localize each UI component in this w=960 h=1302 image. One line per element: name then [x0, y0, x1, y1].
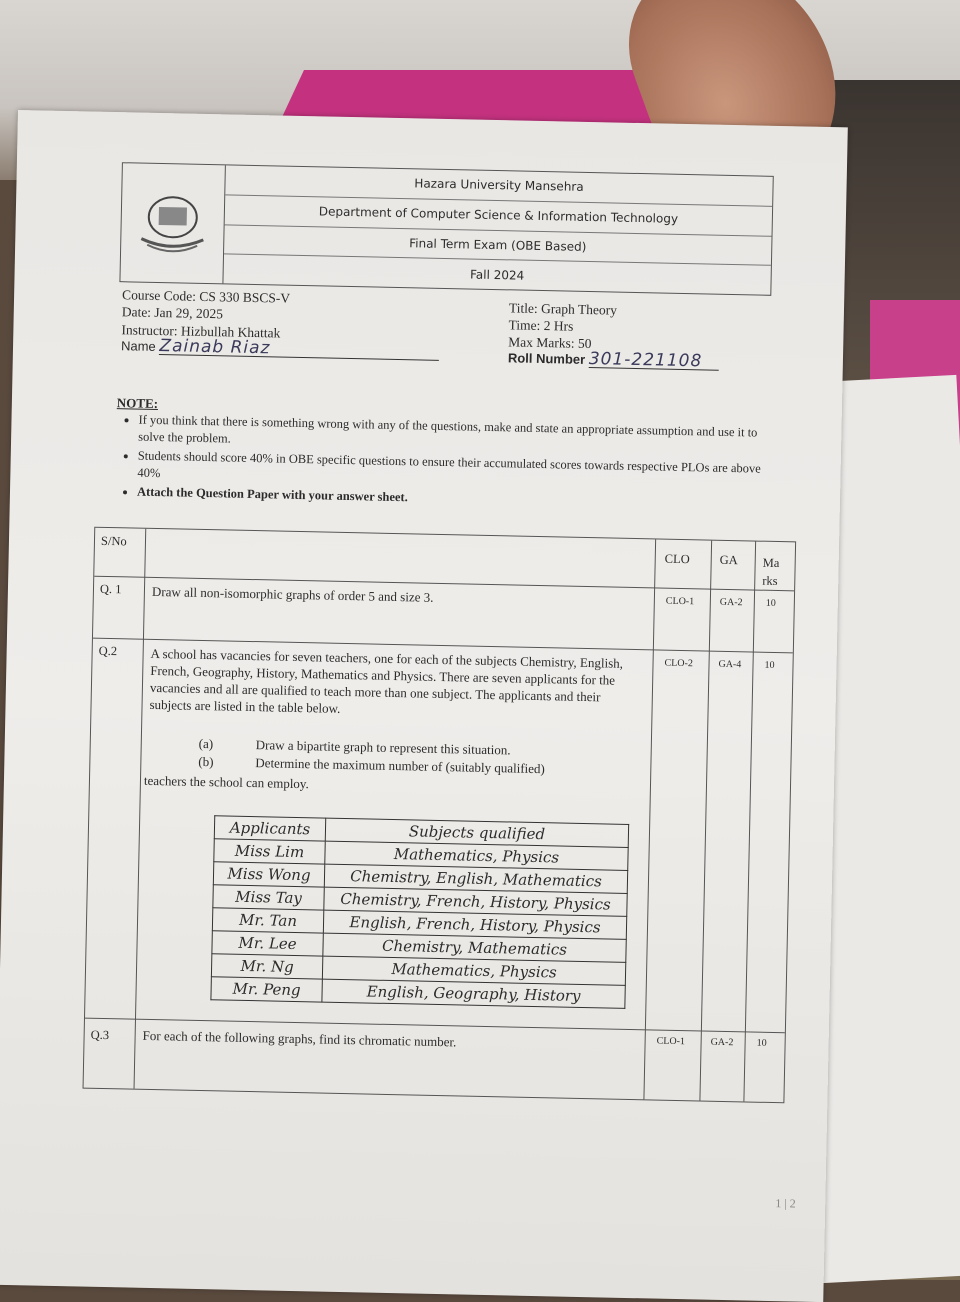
applicants-table	[210, 815, 629, 1009]
roll-number-row	[508, 350, 719, 370]
q2-a-text: Draw a bipartite graph to represent this situation.	[255, 737, 511, 758]
applicants-header: Applicants	[214, 816, 325, 841]
exam-title: Final Term Exam (OBE Based)	[224, 225, 772, 266]
applicant-subjects: Chemistry, English, Mathematics	[324, 864, 627, 893]
subjects-header: Subjects qualified	[325, 818, 628, 847]
exam-time: Time: 2 Hrs	[508, 317, 574, 334]
q1-ga: GA-2	[719, 596, 743, 609]
instructor: Instructor: Hizbullah Khattak	[121, 322, 281, 341]
q2-marks: 10	[764, 659, 775, 671]
term: Fall 2024	[469, 267, 525, 283]
applicant-name: Mr. Ng	[211, 954, 322, 979]
q2-tail: teachers the school can employ.	[143, 772, 309, 792]
applicant-name: Mr. Peng	[211, 977, 322, 1002]
note-item: • Attach the Question Paper with your answer sheet.	[137, 484, 775, 514]
q3-text: For each of the following graphs, find its chromatic number.	[142, 1027, 457, 1050]
course-code: Course Code: CS 330 BSCS-V	[121, 287, 291, 306]
q1-marks: 10	[765, 597, 776, 609]
questions-table	[83, 527, 797, 1104]
max-marks: Max Marks: 50	[508, 334, 592, 352]
q2-text: A school has vacancies for seven teachers, one for each of the subjects Chemistry, English, French, Geography, History, Mathematics and Physics. There are seven applicants for the vacancies and all are qualified to teach more than one subject. The applicants and their subjects are listed in the table below.	[149, 645, 624, 716]
roll-label: Roll Number	[507, 350, 586, 367]
header-ga: GA	[719, 552, 738, 568]
student-name: Zainab Riaz	[159, 339, 439, 361]
exam-paper	[0, 110, 848, 1302]
header-table	[119, 162, 773, 296]
roll-number: 301-221108	[589, 352, 719, 371]
note-item: • Students should score 40% in OBE specific questions to ensure their accumulated scores towards respective PLOs are above 40%	[137, 448, 776, 495]
q1-text: Draw all non-isomorphic graphs of order 5 and size 3.	[151, 583, 434, 605]
student-name-row	[121, 338, 440, 361]
header-clo: CLO	[664, 551, 690, 567]
q2-b-label: (b)	[198, 753, 214, 770]
header-marks: Ma rks	[762, 555, 780, 589]
university-logo-icon	[120, 163, 225, 283]
applicant-subjects: Chemistry, Mathematics	[323, 933, 626, 962]
name-label: Name	[120, 338, 156, 354]
exam-date: Date: Jan 29, 2025	[121, 304, 224, 322]
q2-clo: CLO-2	[664, 657, 694, 670]
applicant-name: Miss Wong	[213, 862, 324, 887]
page-number: 1 | 2	[775, 1196, 796, 1211]
q1-number: Q. 1	[99, 581, 122, 597]
q3-marks: 10	[756, 1037, 767, 1049]
q3-ga: GA-2	[710, 1036, 734, 1049]
applicant-name: Mr. Lee	[212, 931, 323, 956]
note-section	[115, 394, 777, 516]
q3-clo: CLO-1	[656, 1035, 686, 1048]
q2-a-label: (a)	[198, 735, 214, 752]
applicant-subjects: Chemistry, French, History, Physics	[324, 887, 627, 916]
university-name: Hazara University Mansehra	[225, 165, 773, 206]
applicant-subjects: Mathematics, Physics	[322, 956, 625, 985]
applicant-name: Mr. Tan	[212, 908, 323, 933]
q1-clo: CLO-1	[665, 595, 695, 608]
note-title: NOTE:	[116, 395, 159, 411]
q2-ga: GA-4	[718, 658, 742, 671]
applicant-subjects: English, French, History, Physics	[323, 910, 626, 939]
course-title: Title: Graph Theory	[508, 300, 618, 318]
applicant-subjects: English, Geography, History	[322, 979, 625, 1008]
applicant-subjects: Mathematics, Physics	[325, 841, 628, 870]
note-item: • If you think that there is something wrong with any of the questions, make and state an appropriate assumption and use it to solve the problem.	[138, 412, 777, 459]
header-sno: S/No	[100, 533, 127, 549]
q2-b-text: Determine the maximum number of (suitably qualified)	[255, 755, 546, 777]
applicant-name: Miss Tay	[213, 885, 324, 910]
applicant-name: Miss Lim	[214, 839, 325, 864]
q3-number: Q.3	[90, 1027, 110, 1043]
q2-number: Q.2	[98, 643, 118, 659]
department-name: Department of Computer Science & Information Technology	[225, 195, 773, 236]
